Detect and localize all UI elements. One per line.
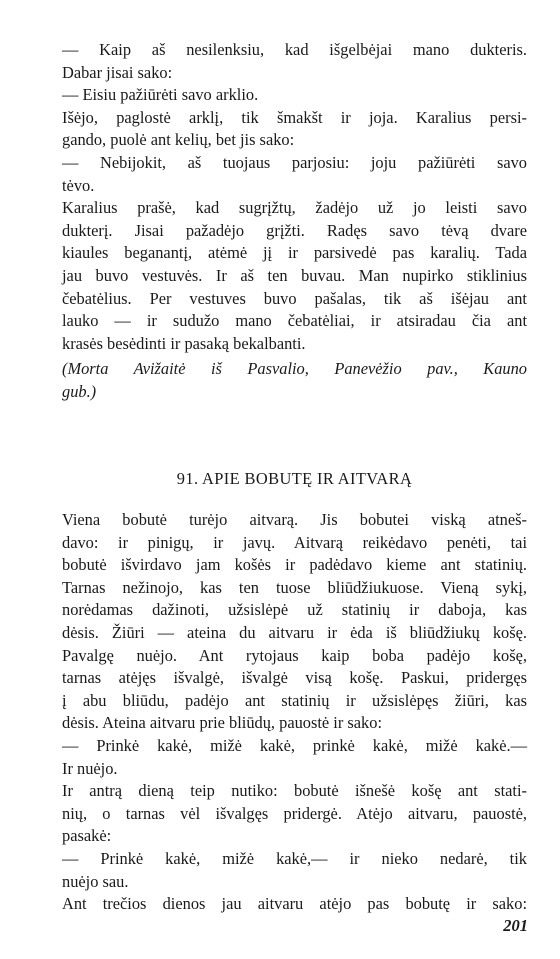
text-line: gando, puolė ant kelių, bet jis sako: bbox=[62, 130, 295, 150]
text-line: gub.) bbox=[62, 382, 97, 401]
text-line: davo: ir pinigų, ir javų. Aitvarą reikėdavo penėti, tai bbox=[62, 532, 527, 552]
text-line: dėsis. Ateina aitvaru prie bliūdų, pauostė ir sako: bbox=[62, 713, 383, 733]
text-line: lauko — ir sudužo mano čebatėliai, ir atsiradau čia ant bbox=[62, 311, 527, 331]
text-line: (Morta Avižaitė iš Pasvalio, Panevėžio pav., Kauno bbox=[62, 359, 527, 378]
chapter-heading: 91. APIE BOBUTĘ IR AITVARĄ bbox=[176, 469, 413, 488]
text-line: į abu bliūdu, padėjo ant statinių ir užsislėpęs žiūri, kas bbox=[62, 690, 527, 710]
text-line: Dabar jisai sako: bbox=[62, 62, 173, 82]
text-line: — Kaip aš nesilenksiu, kad išgelbėjai mano dukteris. bbox=[62, 40, 527, 59]
text-line: krasės besėdinti ir pasaką bekalbanti. bbox=[62, 333, 306, 353]
text-line: čebatėlius. Per vestuves buvo pašalas, tik aš išėjau ant bbox=[62, 288, 527, 308]
text-line: Tarnas nežinojo, kas ten tuose bliūdžiukuose. Vieną sykį, bbox=[62, 577, 527, 597]
text-line: — Prinkė kakė, mižė kakė, prinkė kakė, mižė kakė.— bbox=[62, 736, 527, 755]
text-line: — Eisiu pažiūrėti savo arklio. bbox=[62, 85, 259, 105]
text-line: bobutė išvirdavo jam košės ir padėdavo kieme ant statinių. bbox=[62, 555, 527, 575]
text-line: Ant trečios dienos jau aitvaru atėjo pas bobutę ir sako: bbox=[62, 894, 527, 914]
text-line: dukterį. Jisai pažadėjo grįžti. Radęs savo tėvą dvare bbox=[62, 220, 527, 240]
text-line: Viena bobutė turėjo aitvarą. Jis bobutei viską atneš- bbox=[62, 510, 527, 529]
text-line: pasakė: bbox=[62, 826, 112, 846]
text-line: norėdamas dažinoti, užsislėpė už statinių ir daboja, kas bbox=[62, 600, 527, 620]
text-line: Karalius prašė, kad sugrįžtų, žadėjo už jo leisti savo bbox=[62, 198, 527, 218]
page-number: 201 bbox=[503, 916, 528, 935]
text-line: — Nebijokit, aš tuojaus parjosiu: joju pažiūrėti savo bbox=[62, 153, 527, 172]
text-line: nių, o tarnas vėl išvalgęs pridergė. Atėjo aitvaru, pauostė, bbox=[62, 803, 527, 823]
text-line: tėvo. bbox=[62, 175, 95, 195]
text-line: — Prinkė kakė, mižė kakė,— ir nieko nedarė, tik bbox=[62, 849, 527, 868]
text-line: dėsis. Žiūri — ateina du aitvaru ir ėda iš bliūdžiukų košę. bbox=[62, 623, 527, 642]
text-line: Ir nuėjo. bbox=[62, 758, 118, 778]
text-line: Išėjo, paglostė arklį, tik šmakšt ir joja. Karalius persi- bbox=[62, 107, 527, 127]
text-line: tarnas atėjęs išvalgė, išvalgė visą košę. Paskui, pridergęs bbox=[62, 668, 527, 688]
text-line: Pavalgę nuėjo. Ant rytojaus kaip boba padėjo košę, bbox=[62, 645, 527, 665]
text-line: nuėjo sau. bbox=[62, 871, 129, 891]
text-line: jau buvo vestuvės. Ir aš ten buvau. Man nupirko stiklinius bbox=[62, 266, 527, 285]
text-line: Ir antrą dieną teip nutiko: bobutė išnešė košę ant stati- bbox=[62, 781, 527, 801]
text-line: kiaules beganantį, atėmė jį ir parsivedė pas karalių. Tada bbox=[62, 243, 527, 263]
